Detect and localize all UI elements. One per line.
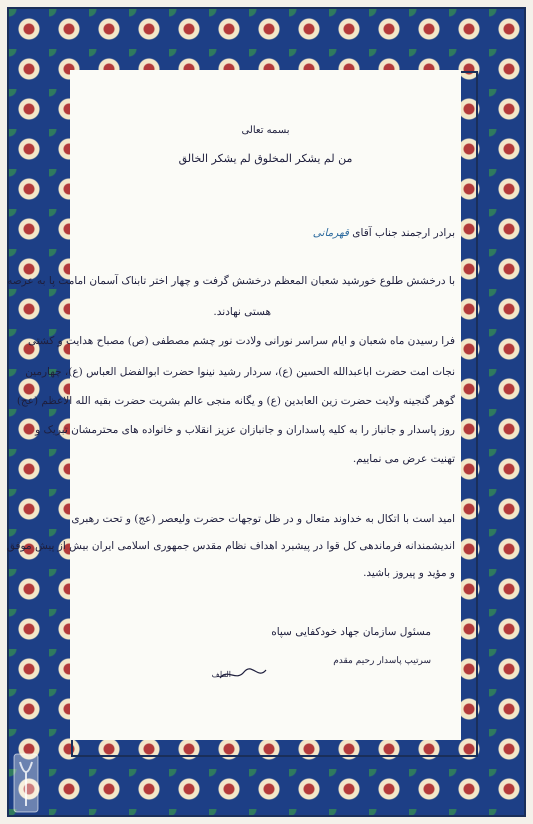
signature-initial: الطف: [211, 670, 231, 679]
paragraph-3-line-1: امید است با اتکال به خداوند متعال و در ظل توجهات حضرت ولیعصر (عج) و تحت رهبری: [71, 513, 455, 525]
basmala: بسمه تعالی: [241, 125, 290, 136]
paragraph-2-line-4: روز پاسدار و جانباز را به کلیه پاسداران و جانبازان عزیز انقلاب و خانواده های محترمشان تبریک و: [35, 424, 455, 436]
paragraph-3-line-2: اندیشمندانه فرماندهی کل قوا در پیشبرد اهداف نظام مقدس جمهوری اسلامی ایران بیش از پیش موفق: [6, 540, 455, 552]
letter-paper: [6, 70, 461, 740]
addressee-name: قهرمانی: [312, 227, 349, 239]
signature-name: سرتیپ پاسدار رحیم مقدم: [333, 656, 431, 666]
paragraph-2-line-5: تهنیت عرض می نماییم.: [352, 453, 455, 465]
paragraph-2-line-3: گوهر گنجینه ولایت حضرت زین العابدین (ع) و یگانه منجی عالم بشریت حضرت بقیه الله الاعظم (عج): [16, 395, 455, 407]
paragraph-1-line-1: با درخشش طلوع خورشید شعبان المعظم درخشش گرفت و چهار اختر تابناک آسمان امامت پا به عرصه: [7, 275, 455, 287]
hadith-heading: من لم یشکر المخلوق لم یشکر الخالق: [178, 152, 353, 165]
signature-scribble-icon: [218, 666, 268, 684]
logo-watermark-icon: [12, 752, 40, 814]
signature-title: مسئول سازمان جهاد خودکفایی سپاه: [271, 626, 431, 638]
paragraph-3-line-3: و مؤید و پیروز باشید.: [363, 567, 455, 579]
paragraph-2-line-1: فرا رسیدن ماه شعبان و ایام سراسر نورانی ولادت نور چشم مصطفی (ص) مصباح هدایت و کشتی: [28, 335, 455, 347]
paragraph-2-line-2: نجات امت حضرت اباعبدالله الحسین (ع)، سردار رشید نینوا حضرت ابوالفضل العباس (ع)، چهارمین: [25, 366, 455, 378]
addressee-prefix: برادر ارجمند جناب آقای: [352, 227, 455, 239]
paragraph-1-line-2: هستی نهادند.: [213, 306, 271, 318]
addressee-line: [70, 226, 461, 240]
